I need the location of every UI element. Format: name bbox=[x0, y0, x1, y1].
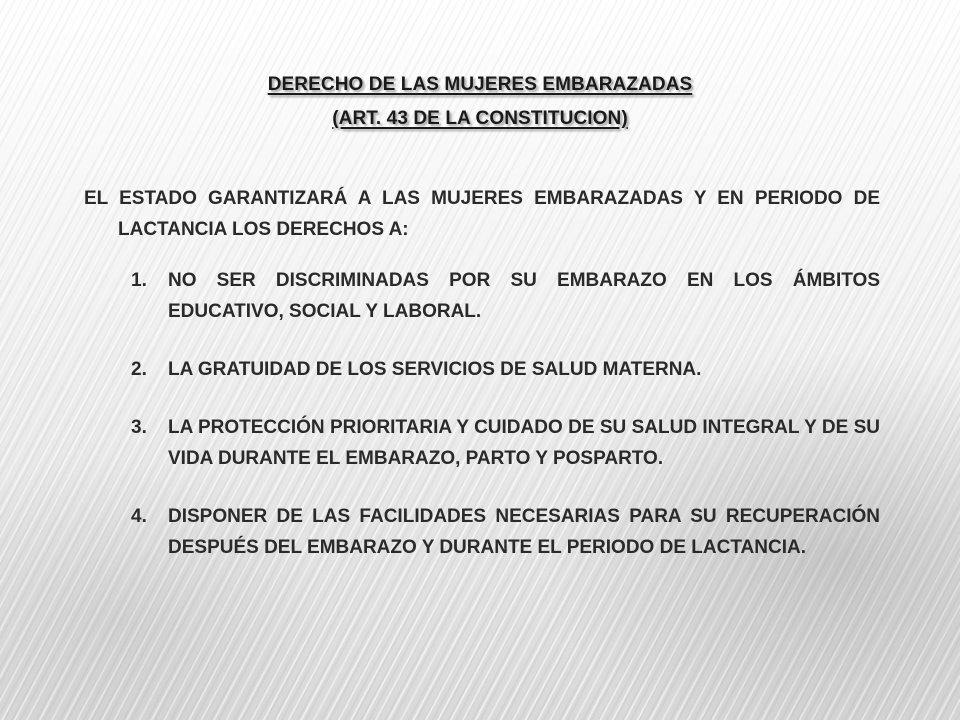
list-item bbox=[84, 412, 880, 474]
list-item-text: NO SER DISCRIMINADAS POR SU EMBARAZO EN LOS ÁMBITOS EDUCATIVO, SOCIAL Y LABORAL. bbox=[168, 270, 880, 322]
slide-title: DERECHO DE LAS MUJERES EMBARAZADAS bbox=[267, 74, 693, 95]
title-block bbox=[0, 68, 960, 136]
list-item-text: LA PROTECCIÓN PRIORITARIA Y CUIDADO DE SU SALUD INTEGRAL Y DE SU VIDA DURANTE EL EMBARAZO, PARTO Y POSPARTO. bbox=[168, 417, 880, 469]
list-item-number: 4. bbox=[131, 506, 147, 527]
list-item-number: 1. bbox=[131, 270, 147, 291]
list-item bbox=[84, 265, 880, 327]
list-item-text: DISPONER DE LAS FACILIDADES NECESARIAS PARA SU RECUPERACIÓN DESPUÉS DEL EMBARAZO Y DURANTE EL PERIODO DE LACTANCIA. bbox=[168, 506, 880, 558]
list-item-text: LA GRATUIDAD DE LOS SERVICIOS DE SALUD MATERNA. bbox=[168, 359, 702, 380]
slide-subtitle: (ART. 43 DE LA CONSTITUCION) bbox=[332, 108, 628, 129]
list-item-number: 2. bbox=[131, 359, 147, 380]
slide-body bbox=[84, 183, 880, 590]
rights-list bbox=[84, 265, 880, 563]
list-item bbox=[84, 354, 880, 385]
list-item-number: 3. bbox=[131, 417, 147, 438]
intro-paragraph: EL ESTADO GARANTIZARÁ A LAS MUJERES EMBARAZADAS Y EN PERIODO DE LACTANCIA LOS DERECHOS A: bbox=[84, 188, 880, 240]
list-item bbox=[84, 501, 880, 563]
